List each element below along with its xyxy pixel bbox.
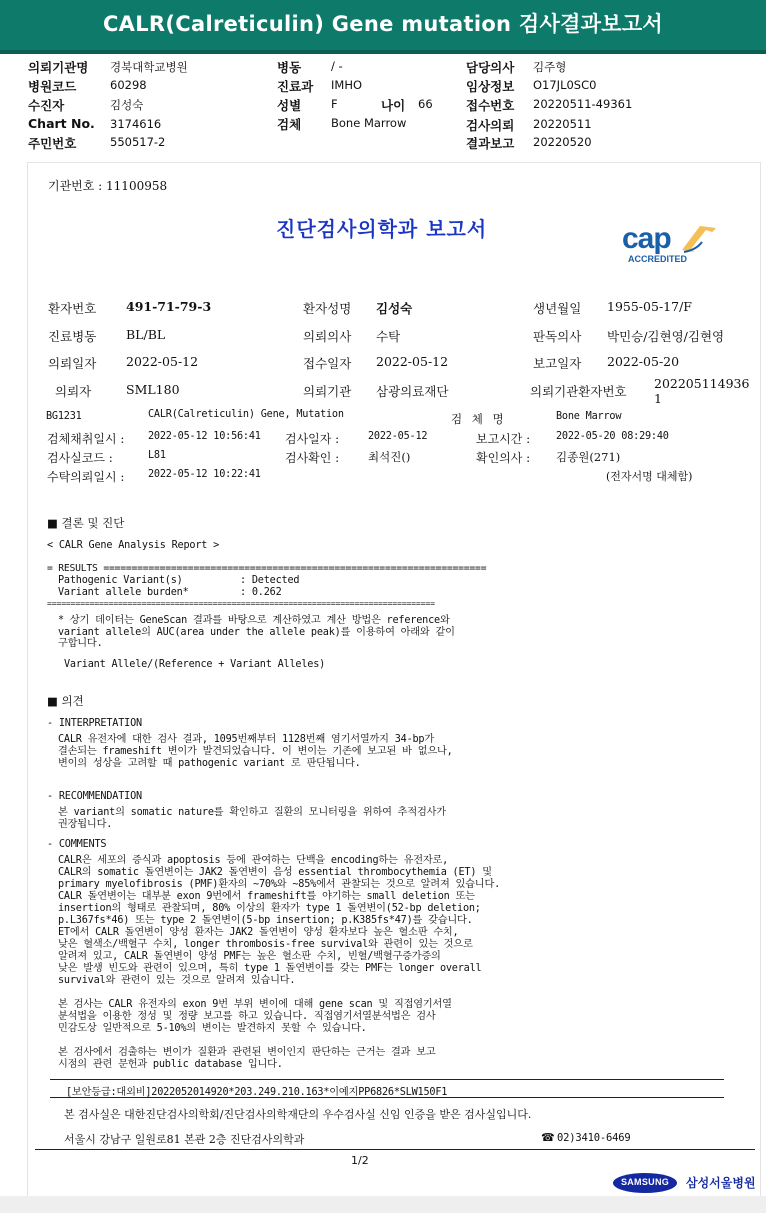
- test-field-value: 2022-05-12: [368, 431, 428, 442]
- test-field-label: 검체채취일시 :: [47, 432, 125, 446]
- test-field-label: 보고시간 :: [476, 432, 531, 446]
- patient-value: 수탁: [376, 329, 401, 344]
- header-label: 의뢰기관명: [28, 60, 89, 75]
- cap-logo-sub: ACCREDITED: [628, 254, 688, 264]
- header-label: 수진자: [28, 98, 65, 113]
- e-signature-note: (전자서명 대체함): [606, 470, 693, 483]
- results-bottom-rule: ==================================================================================: [47, 598, 435, 608]
- text-line: CALR 돌연변이는 대부분 exon 9번에서 frameshift를 야기하는 small deletion 또는: [58, 891, 475, 902]
- header-label-age: 나이: [381, 98, 406, 113]
- section-title: ■ 의견: [47, 694, 84, 708]
- text-line: 본 검사에서 검출하는 변이가 질환과 관련된 변이인지 판단하는 근거는 결과 보고: [58, 1047, 436, 1058]
- text-line: 낮은 발생 빈도와 관련이 있으며, 특히 type 1 돌연변이를 갖는 PMF는 longer overall: [58, 963, 482, 974]
- text-line: CALR의 somatic 돌연변이는 JAK2 돌연변이 음성 essential thrombocythemia (ET) 및: [58, 867, 492, 878]
- text-line: survival와 관련이 있는 것으로 알려져 있습니다.: [58, 975, 296, 986]
- header-label: 성별: [277, 98, 302, 113]
- specimen-value: Bone Marrow: [556, 411, 622, 422]
- text-line: insertion의 형태로 관찰되며, 80% 이상의 환자가 type 1 돌연변이(52-bp deletion;: [58, 903, 481, 914]
- patient-value: 491-71-79-3: [126, 299, 212, 314]
- patient-value: 2022-05-20: [607, 354, 680, 369]
- header-value: F: [331, 97, 338, 111]
- header-value: 20220511: [533, 117, 592, 131]
- page-number: 1/2: [351, 1154, 369, 1167]
- footer-divider: [35, 1149, 755, 1150]
- test-field-label: 검사확인 :: [285, 451, 340, 465]
- note-line: variant allele의 AUC(area under the allele peak)를 이용하여 아래와 같이: [58, 627, 455, 638]
- note-line: 구합니다.: [58, 638, 103, 649]
- text-line: 본 variant의 somatic nature를 확인하고 질환의 모니터링을 위하여 추적검사가: [58, 807, 446, 818]
- header-label: 검체: [277, 117, 302, 132]
- header-label: 접수번호: [466, 98, 515, 113]
- patient-label: 의뢰의사: [303, 329, 352, 344]
- report-banner: [0, 0, 766, 54]
- patient-value: 삼광의료재단: [376, 384, 449, 399]
- text-line: 민감도상 일반적으로 5-10%의 변이는 발견하지 못할 수 있습니다.: [58, 1023, 367, 1034]
- test-field-value: 2022-05-20 08:29:40: [556, 431, 669, 442]
- header-value-age: 66: [418, 97, 433, 111]
- banner-title: CALR(Calreticulin) Gene mutation 검사결과보고서: [102, 12, 664, 36]
- subsection-title: - RECOMMENDATION: [47, 791, 142, 802]
- patient-value: SML180: [126, 382, 180, 397]
- certification-text: 본 검사실은 대한진단검사의학회/진단검사의학재단의 우수검사실 신임 인증을 받은 검사실입니다.: [64, 1108, 532, 1121]
- formula: Variant Allele/(Reference + Variant Alleles): [64, 659, 326, 670]
- test-field-value: 2022-05-12 10:56:41: [148, 431, 261, 442]
- patient-label: 진료병동: [48, 329, 97, 344]
- test-field-value: L81: [148, 450, 166, 461]
- patient-value: 박민승/김현영/김현영: [607, 329, 725, 344]
- cap-logo-text: cap: [622, 222, 671, 255]
- patient-label: 의뢰일자: [48, 356, 97, 371]
- subsection-title: - COMMENTS: [47, 839, 107, 850]
- patient-value: 2022-05-12: [376, 354, 449, 369]
- hospital-name: 삼성서울병원: [686, 1176, 756, 1190]
- report-title: 진단검사의학과 보고서: [276, 217, 488, 241]
- header-value: 김성숙: [110, 98, 144, 112]
- institution-number: 기관번호 : 11100958: [48, 179, 168, 193]
- patient-value: 김성숙: [376, 301, 413, 316]
- patient-label: 환자번호: [48, 301, 97, 316]
- footer-divider: [50, 1097, 724, 1098]
- header-label: 결과보고: [466, 136, 515, 151]
- patient-label: 의뢰자: [55, 384, 92, 399]
- test-field-value: 2022-05-12 10:22:41: [148, 469, 261, 480]
- header-value: 60298: [110, 78, 147, 92]
- patient-label: 생년월일: [533, 301, 582, 316]
- specimen-label: 검 체 명: [451, 412, 507, 426]
- patient-value: 202205114936: [654, 376, 750, 391]
- header-value: IMHO: [331, 78, 363, 92]
- page-bottom-strip: [0, 1196, 766, 1213]
- test-code: BG1231: [46, 411, 82, 422]
- text-line: 변이의 성상을 고려할 때 pathogenic variant 로 판단됩니다.: [58, 758, 361, 769]
- patient-label: 환자성명: [303, 301, 352, 316]
- header-value: Bone Marrow: [331, 116, 407, 130]
- test-field-label: 검사실코드 :: [47, 451, 113, 465]
- samsung-logo-text: SAMSUNG: [620, 1177, 670, 1187]
- header-label: 검사의뢰: [466, 118, 515, 133]
- lab-address: 서울시 강남구 일원로81 본관 2층 진단검사의학과: [64, 1133, 305, 1146]
- lab-phone: 02)3410-6469: [557, 1132, 631, 1144]
- header-value: / -: [331, 59, 343, 73]
- text-line: 결손되는 frameshift 변이가 발견되었습니다. 이 변이는 기존에 보고된 바 없으나,: [58, 746, 453, 757]
- patient-value-cont: 1: [654, 391, 662, 406]
- pathogenic-value: : Detected: [240, 575, 300, 586]
- test-field-label: 수탁의뢰일시 :: [47, 470, 125, 484]
- cap-accredited-logo: [620, 220, 720, 266]
- header-label: 병동: [277, 60, 302, 75]
- patient-value: 2022-05-12: [126, 354, 199, 369]
- patient-label: 의뢰기관환자번호: [530, 384, 627, 399]
- text-line: 본 검사는 CALR 유전자의 exon 9번 부위 변이에 대해 gene scan 및 직접염기서열: [58, 999, 452, 1010]
- samsung-logo: [612, 1172, 678, 1194]
- test-field-label: 검사일자 :: [285, 432, 340, 446]
- burden-value: : 0.262: [240, 587, 282, 598]
- test-name: CALR(Calreticulin) Gene, Mutation: [148, 409, 344, 420]
- header-value: 20220511-49361: [533, 97, 633, 111]
- text-line: 분석법을 이용한 정성 및 정량 보고를 하고 있습니다. 직접염기서열분석법은 검사: [58, 1011, 436, 1022]
- header-value: 경북대학교병원: [110, 60, 188, 74]
- pathogenic-label: Pathogenic Variant(s): [58, 575, 183, 586]
- header-value: 20220520: [533, 135, 592, 149]
- header-value: O17JL0SC0: [533, 78, 597, 92]
- header-value: 김주형: [533, 60, 567, 74]
- patient-label: 의뢰기관: [303, 384, 352, 399]
- patient-label: 접수일자: [303, 356, 352, 371]
- header-value: 550517-2: [110, 135, 166, 149]
- header-label: Chart No.: [28, 116, 95, 131]
- patient-label: 판독의사: [533, 329, 582, 344]
- text-line: CALR은 세포의 증식과 apoptosis 등에 관여하는 단백을 encoding하는 유전자로,: [58, 855, 449, 866]
- text-line: primary myelofibrosis (PMF)환자의 ~70%와 ~85%에서 관찰되는 것으로 알려져 있습니다.: [58, 879, 501, 890]
- header-label: 담당의사: [466, 60, 515, 75]
- test-field-value: 최석진(): [368, 450, 411, 464]
- header-label: 병원코드: [28, 79, 77, 94]
- text-line: 낮은 혈색소/백혈구 수치, longer thrombosis-free survival와 관련이 있는 것으로: [58, 939, 473, 950]
- report-name: < CALR Gene Analysis Report >: [47, 540, 220, 551]
- footer-divider: [50, 1079, 724, 1080]
- text-line: 알려져 있고, CALR 돌연변이 양성 PMF는 높은 혈소판 수치, 빈혈/백혈구증가증의: [58, 951, 441, 962]
- text-line: 권장됩니다.: [58, 819, 113, 830]
- test-field-label: 확인의사 :: [476, 451, 531, 465]
- text-line: 시점의 관련 문헌과 public database 입니다.: [58, 1059, 283, 1070]
- patient-label: 보고일자: [533, 356, 582, 371]
- patient-value: BL/BL: [126, 327, 166, 342]
- patient-value: 1955-05-17/F: [607, 299, 692, 314]
- text-line: ET에서 CALR 돌연변이 양성 환자는 JAK2 돌연변이 양성 환자보다 높은 혈소판 수치,: [58, 927, 459, 938]
- phone-icon: ☎: [541, 1131, 555, 1144]
- header-label: 임상정보: [466, 79, 515, 94]
- security-line: [보안등급:대외비]2022052014920*203.249.210.163*이예지PP6826*SLW150F1: [66, 1087, 448, 1098]
- burden-label: Variant allele burden*: [58, 587, 189, 598]
- note-line: * 상기 데이터는 GeneScan 결과를 바탕으로 계산하였고 계산 방법은 reference와: [58, 615, 450, 626]
- header-value: 3174616: [110, 117, 162, 131]
- subsection-title: - INTERPRETATION: [47, 718, 142, 729]
- text-line: p.L367fs*46) 또는 type 2 돌연변이(5-bp insertion; p.K385fs*47)를 갖습니다.: [58, 915, 473, 926]
- text-line: CALR 유전자에 대한 검사 결과, 1095번째부터 1128번째 염기서열까지 34-bp가: [58, 734, 435, 745]
- results-rule: = RESULTS ====================================================================: [47, 563, 487, 574]
- report-sheet: [28, 163, 760, 1196]
- section-title: ■ 결론 및 진단: [47, 516, 125, 530]
- header-label: 주민번호: [28, 136, 77, 151]
- header-label: 진료과: [277, 79, 314, 94]
- test-field-value: 김종원(271): [556, 450, 621, 464]
